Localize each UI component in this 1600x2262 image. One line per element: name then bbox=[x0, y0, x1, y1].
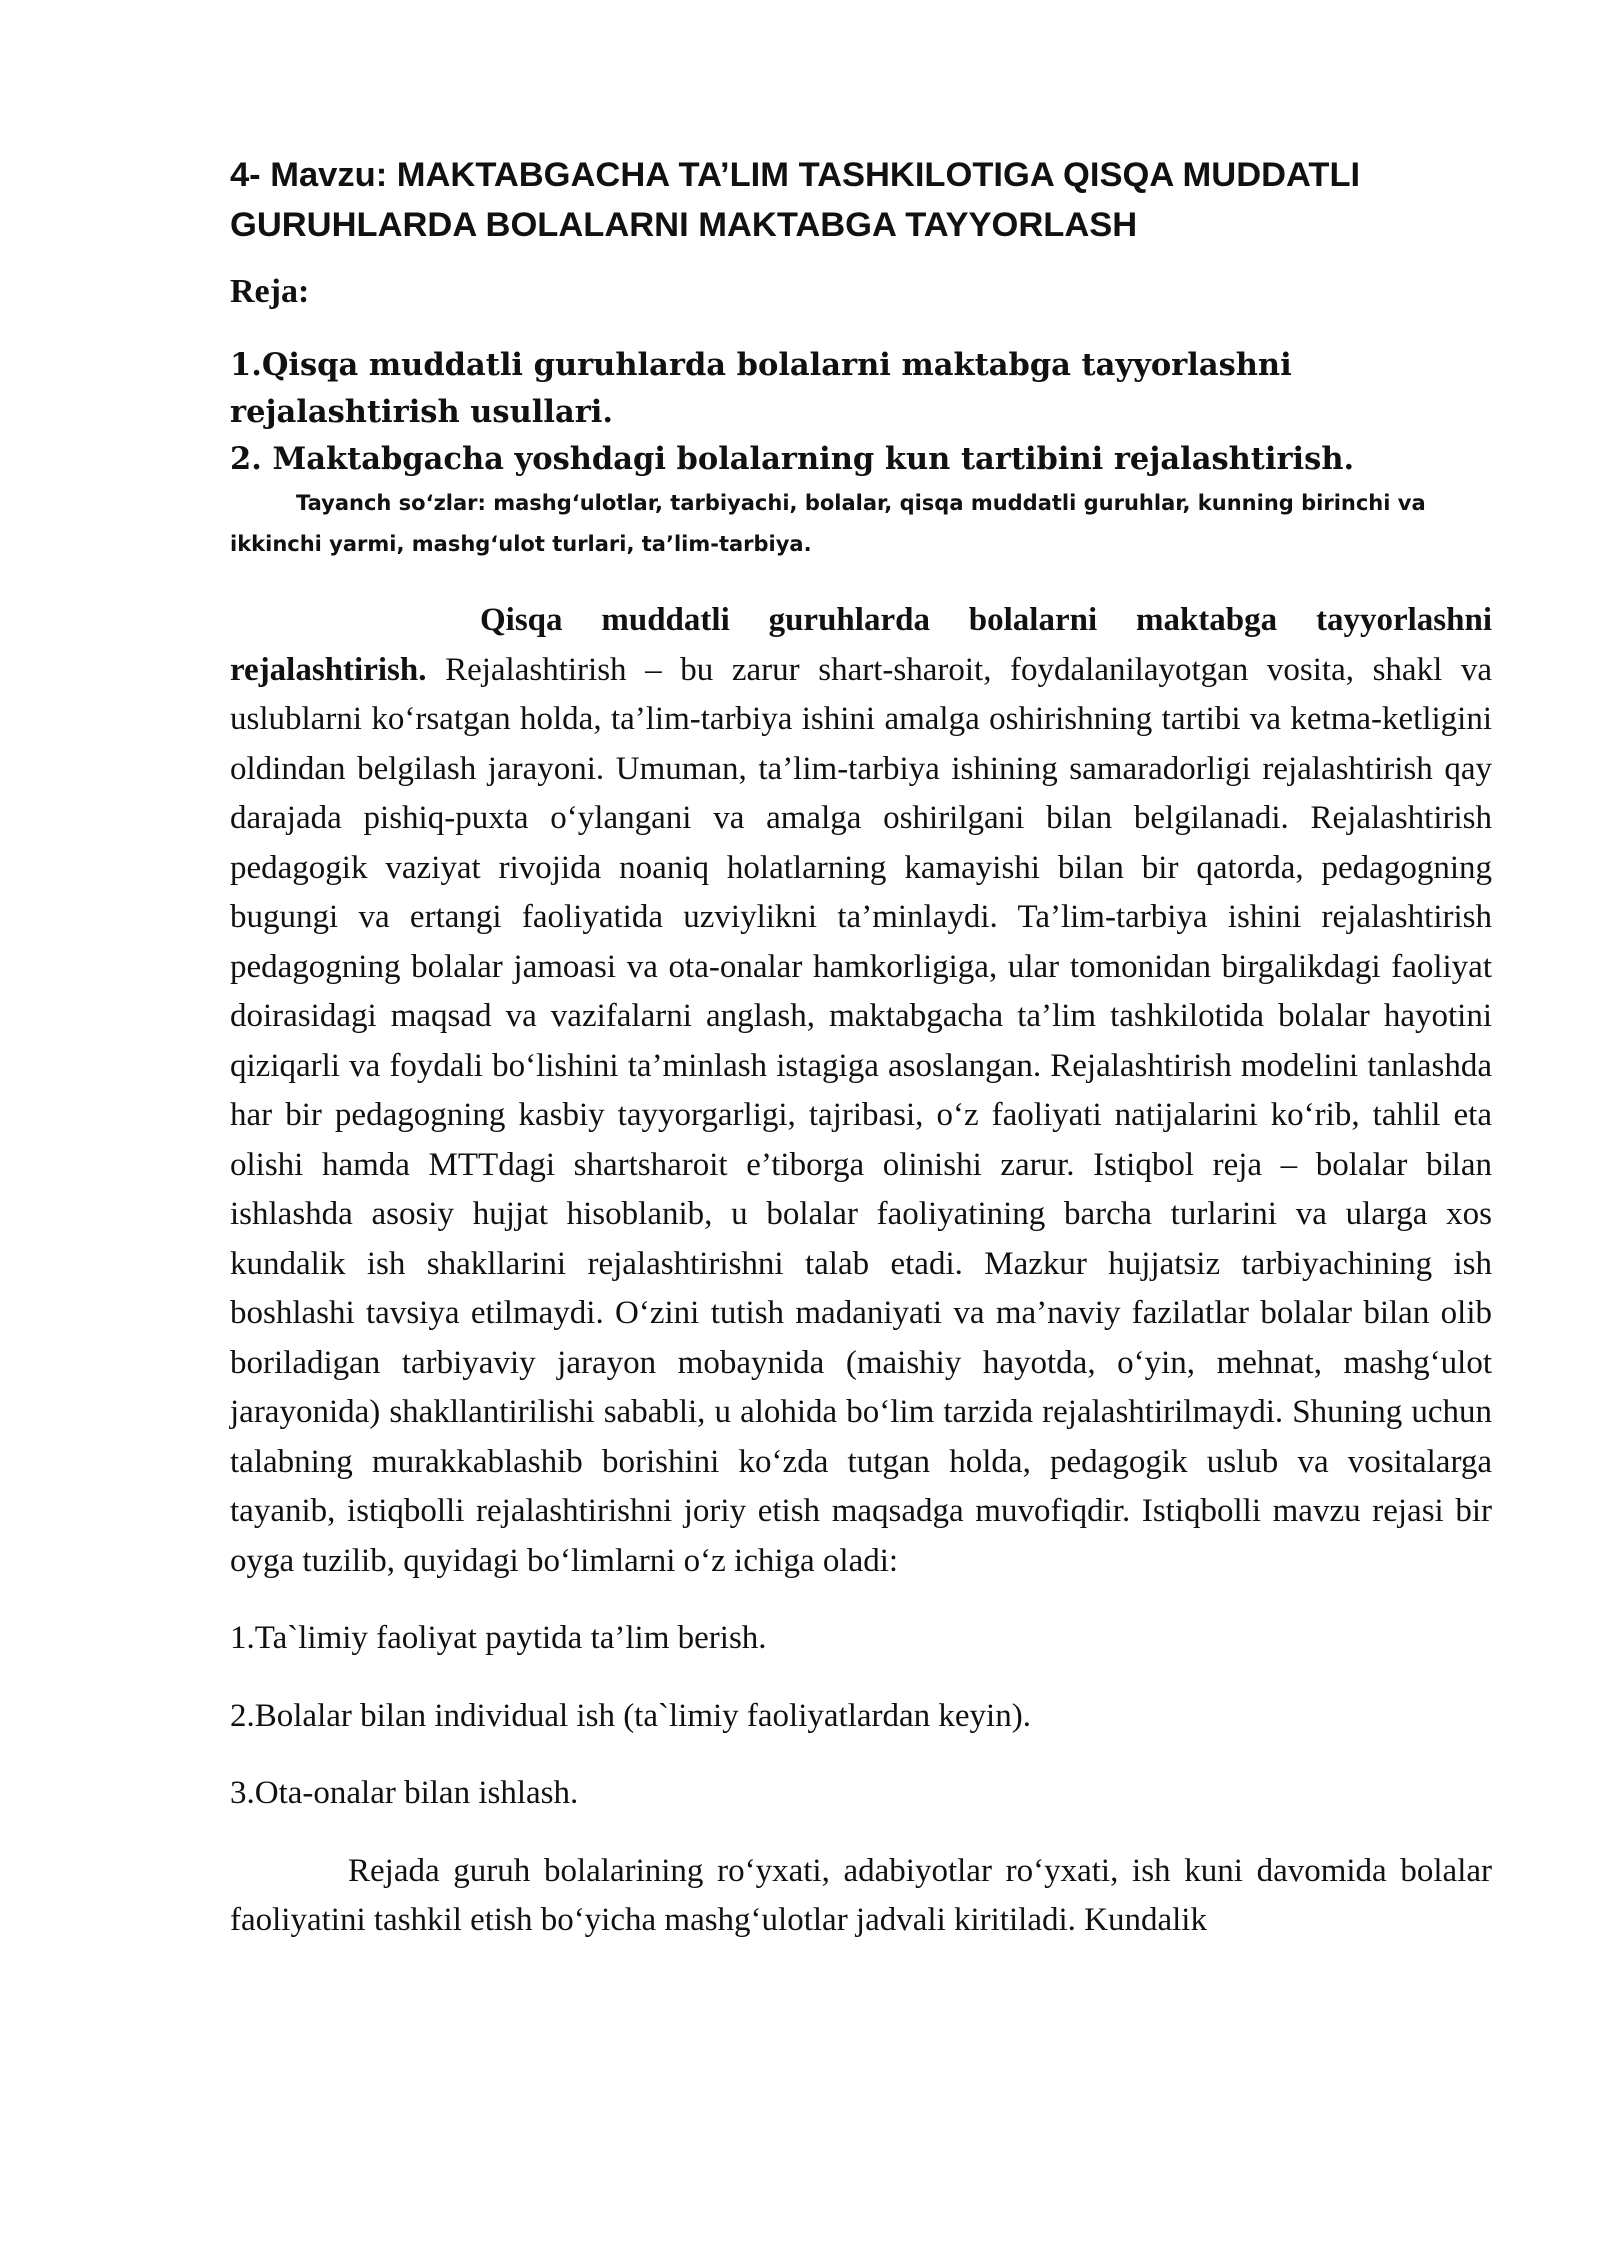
plan-list bbox=[230, 342, 1492, 483]
sections-list bbox=[230, 1614, 1492, 1819]
closing-paragraph: Rejada guruh bolalarining ro‘yxati, adabiyotlar ro‘yxati, ish kuni davomida bolalar faoliyatini tashkil etish bo‘yicha mashg‘ulotlar jadvali kiritiladi. Kundalik bbox=[230, 1852, 1492, 1938]
section-paragraph bbox=[230, 596, 1492, 1586]
list-item: 3.Ota-onalar bilan ishlash. bbox=[230, 1775, 579, 1811]
plan-item: 1.Qisqa muddatli guruhlarda bolalarni maktabga tayyorlashni rejalashtirish usullari. bbox=[230, 347, 1292, 430]
plan-item: 2. Maktabgacha yoshdagi bolalarning kun tartibini rejalashtirish. bbox=[230, 441, 1355, 477]
keywords-line: Tayanch so‘zlar: mashg‘ulotlar, tarbiyachi, bolalar, qisqa muddatli guruhlar, kunning birinchi va ikkinchi yarmi, mashg‘ulot turlari, ta’lim-tarbiya. bbox=[230, 491, 1426, 556]
document-page bbox=[230, 150, 1492, 1946]
document-title: 4- Mavzu: MAKTABGACHA TA’LIM TASHKILOTIGA QISQA MUDDATLI GURUHLARDA BOLALARNI MAKTABGA TAYYORLASH bbox=[230, 156, 1361, 244]
list-item: 1.Ta`limiy faoliyat paytida ta’lim berish. bbox=[230, 1620, 767, 1656]
plan-label: Reja: bbox=[230, 273, 310, 310]
list-item: 2.Bolalar bilan individual ish (ta`limiy faoliyatlardan keyin). bbox=[230, 1697, 1031, 1734]
section-body: Rejalashtirish – bu zarur shart-sharoit, foydalanilayotgan vosita, shakl va uslublarni ko‘rsatgan holda, ta’lim-tarbiya ishini amalga oshirishning tartibi va ketma-ketligini oldindan belgilash jarayoni. Umuman, ta’lim-tarbiya ishining samaradorligi rejalashtirish qay darajada pishiq-puxta o‘ylangani va amalga oshirilgani bilan belgilanadi. Rejalashtirish pedagogik vaziyat rivojida noaniq holatlarning kamayishi bilan bir qatorda, pedagogning bugungi va ertangi faoliyatida uzviylikni ta’minlaydi. Ta’lim-tarbiya ishini rejalashtirish pedagogning bolalar jamoasi va ota-onalar hamkorligiga, ular tomonidan birgalikdagi faoliyat doirasidagi maqsad va vazifalarni anglash, maktabgacha ta’lim tashkilotida bolalar hayotini qiziqarli va foydali bo‘lishini ta’minlash istagiga asoslangan. Rejalashtirish modelini tanlashda har bir pedagogning kasbiy tayyorgarligi, tajribasi, o‘z faoliyati natijalarini ko‘rib, tahlil eta olishi hamda MTTdagi shartsharoit e’tiborga olinishi zarur. Istiqbol reja – bolalar bilan ishlashda asosiy hujjat hisoblanib, u bolalar faoliyatining barcha turlarini va ularga xos kundalik ish shakllarini rejalashtirishni talab etadi. Mazkur hujjatsiz tarbiyachining ish boshlashi tavsiya etilmaydi. O‘zini tutish madaniyati va ma’naviy fazilatlar bolalar bilan olib boriladigan tarbiyaviy jarayon mobaynida (maishiy hayotda, o‘yin, mehnat, mashg‘ulot jarayonida) shakllantirilishi sababli, u alohida bo‘lim tarzida rejalashtirilmaydi. Shuning uchun talabning murakkablashib borishini ko‘zda tutgan holda, pedagogik uslub va vositalarga tayanib, istiqbolli rejalashtirishni joriy etish maqsadga muvofiqdir. Istiqbolli mavzu rejasi bir oyga tuzilib, quyidagi bo‘limlarni o‘z ichiga oladi: bbox=[230, 651, 1492, 1579]
section-lead: Qisqa muddatli guruhlarda bolalarni maktabga tayyorlashni rejalashtirish. bbox=[230, 602, 1492, 688]
